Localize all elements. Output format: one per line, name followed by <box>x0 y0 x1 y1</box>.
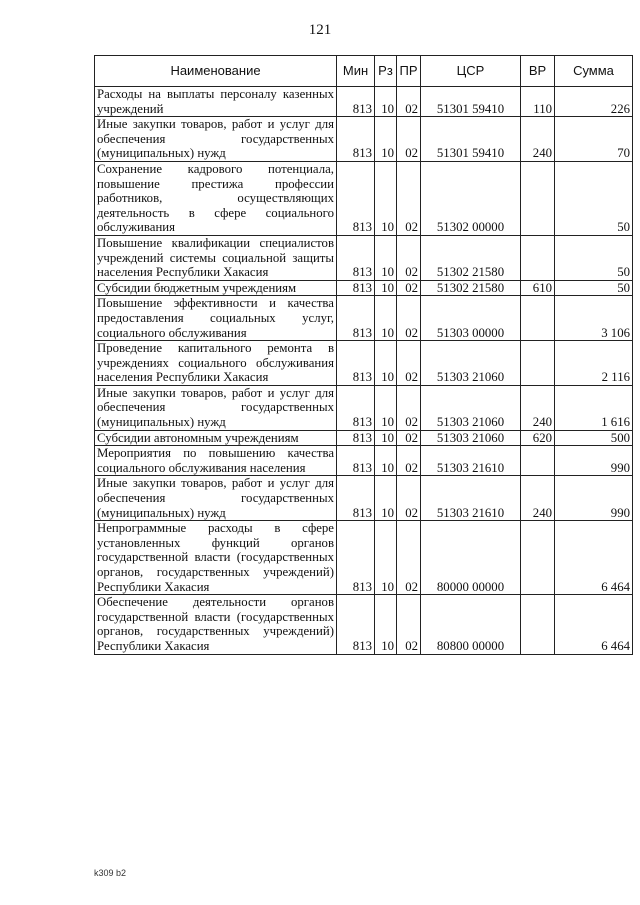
cell-vr <box>521 296 555 341</box>
cell-rz: 10 <box>375 446 397 476</box>
table-row <box>95 476 633 521</box>
cell-sum: 6 464 <box>555 521 633 595</box>
cell-min: 813 <box>337 117 375 162</box>
cell-csr: 51303 21060 <box>421 430 521 446</box>
header-pr: ПР <box>397 56 421 87</box>
table-row <box>95 87 633 117</box>
cell-vr: 240 <box>521 117 555 162</box>
cell-vr <box>521 161 555 235</box>
cell-pr: 02 <box>397 296 421 341</box>
cell-vr <box>521 341 555 386</box>
page-number: 121 <box>308 22 332 38</box>
cell-min: 813 <box>337 385 375 430</box>
cell-min: 813 <box>337 476 375 521</box>
cell-name: Повышение эффективности и качества предоставления социальных услуг, социального обслуживания <box>95 296 337 341</box>
cell-vr: 620 <box>521 430 555 446</box>
cell-min: 813 <box>337 280 375 296</box>
table-row <box>95 341 633 386</box>
cell-pr: 02 <box>397 446 421 476</box>
cell-name: Иные закупки товаров, работ и услуг для обеспечения государственных (муниципальных) нужд <box>95 476 337 521</box>
cell-rz: 10 <box>375 521 397 595</box>
cell-csr: 51303 21060 <box>421 385 521 430</box>
cell-rz: 10 <box>375 161 397 235</box>
cell-name: Расходы на выплаты персоналу казенных учреждений <box>95 87 337 117</box>
cell-csr: 51302 00000 <box>421 161 521 235</box>
cell-sum: 990 <box>555 446 633 476</box>
footer-code: k309 b2 <box>94 868 127 878</box>
header-name: Наименование <box>95 56 337 87</box>
cell-min: 813 <box>337 296 375 341</box>
cell-name: Субсидии автономным учреждениям <box>95 430 337 446</box>
cell-name: Сохранение кадрового потенциала, повышение престижа профессии работников, осуществляющих деятельность в сфере социального обслуживания <box>95 161 337 235</box>
cell-rz: 10 <box>375 476 397 521</box>
cell-name: Иные закупки товаров, работ и услуг для обеспечения государственных (муниципальных) нужд <box>95 117 337 162</box>
table-body <box>95 87 633 655</box>
cell-vr <box>521 521 555 595</box>
cell-pr: 02 <box>397 117 421 162</box>
cell-sum: 226 <box>555 87 633 117</box>
cell-csr: 51301 59410 <box>421 87 521 117</box>
cell-rz: 10 <box>375 235 397 280</box>
header-vr: ВР <box>521 56 555 87</box>
cell-sum: 70 <box>555 117 633 162</box>
cell-vr <box>521 446 555 476</box>
cell-name: Повышение квалификации специалистов учреждений системы социальной защиты населения Республики Хакасия <box>95 235 337 280</box>
budget-table <box>94 55 633 655</box>
table-row <box>95 117 633 162</box>
cell-name: Проведение капитального ремонта в учреждениях социального обслуживания населения Республики Хакасия <box>95 341 337 386</box>
cell-min: 813 <box>337 235 375 280</box>
cell-csr: 51303 21610 <box>421 476 521 521</box>
cell-vr: 610 <box>521 280 555 296</box>
cell-csr: 51302 21580 <box>421 235 521 280</box>
cell-rz: 10 <box>375 296 397 341</box>
cell-vr: 110 <box>521 87 555 117</box>
cell-csr: 80800 00000 <box>421 595 521 654</box>
cell-sum: 50 <box>555 161 633 235</box>
cell-sum: 6 464 <box>555 595 633 654</box>
cell-name: Субсидии бюджетным учреждениям <box>95 280 337 296</box>
cell-pr: 02 <box>397 595 421 654</box>
cell-pr: 02 <box>397 430 421 446</box>
cell-rz: 10 <box>375 595 397 654</box>
cell-min: 813 <box>337 161 375 235</box>
cell-vr <box>521 595 555 654</box>
cell-csr: 51303 21060 <box>421 341 521 386</box>
cell-rz: 10 <box>375 87 397 117</box>
cell-name: Непрограммные расходы в сфере установленных функций органов государственной власти (государственных органов, государственных учреждений) Республики Хакасия <box>95 521 337 595</box>
cell-pr: 02 <box>397 87 421 117</box>
table-row <box>95 521 633 595</box>
table-row <box>95 385 633 430</box>
header-rz: Рз <box>375 56 397 87</box>
cell-pr: 02 <box>397 385 421 430</box>
cell-vr <box>521 235 555 280</box>
cell-sum: 1 616 <box>555 385 633 430</box>
table-row <box>95 430 633 446</box>
cell-min: 813 <box>337 521 375 595</box>
table-row <box>95 446 633 476</box>
table-header-row <box>95 56 633 87</box>
cell-sum: 3 106 <box>555 296 633 341</box>
cell-rz: 10 <box>375 341 397 386</box>
cell-pr: 02 <box>397 521 421 595</box>
header-sum: Сумма <box>555 56 633 87</box>
cell-rz: 10 <box>375 117 397 162</box>
table-row <box>95 161 633 235</box>
cell-min: 813 <box>337 341 375 386</box>
cell-min: 813 <box>337 87 375 117</box>
cell-name: Мероприятия по повышению качества социального обслуживания населения <box>95 446 337 476</box>
cell-pr: 02 <box>397 161 421 235</box>
header-min: Мин <box>337 56 375 87</box>
table-row <box>95 296 633 341</box>
cell-name: Иные закупки товаров, работ и услуг для обеспечения государственных (муниципальных) нужд <box>95 385 337 430</box>
header-csr: ЦСР <box>421 56 521 87</box>
cell-sum: 500 <box>555 430 633 446</box>
cell-vr: 240 <box>521 385 555 430</box>
cell-sum: 50 <box>555 235 633 280</box>
cell-pr: 02 <box>397 341 421 386</box>
cell-csr: 80000 00000 <box>421 521 521 595</box>
cell-min: 813 <box>337 595 375 654</box>
cell-sum: 990 <box>555 476 633 521</box>
cell-sum: 2 116 <box>555 341 633 386</box>
cell-csr: 51303 21610 <box>421 446 521 476</box>
table-row <box>95 280 633 296</box>
cell-csr: 51303 00000 <box>421 296 521 341</box>
cell-rz: 10 <box>375 280 397 296</box>
cell-vr: 240 <box>521 476 555 521</box>
cell-pr: 02 <box>397 280 421 296</box>
table-row <box>95 235 633 280</box>
table-row <box>95 595 633 654</box>
cell-pr: 02 <box>397 235 421 280</box>
cell-pr: 02 <box>397 476 421 521</box>
cell-rz: 10 <box>375 430 397 446</box>
cell-csr: 51301 59410 <box>421 117 521 162</box>
cell-min: 813 <box>337 430 375 446</box>
cell-rz: 10 <box>375 385 397 430</box>
cell-name: Обеспечение деятельности органов государственной власти (государственных органов, государственных учреждений) Республики Хакасия <box>95 595 337 654</box>
cell-min: 813 <box>337 446 375 476</box>
cell-sum: 50 <box>555 280 633 296</box>
cell-csr: 51302 21580 <box>421 280 521 296</box>
